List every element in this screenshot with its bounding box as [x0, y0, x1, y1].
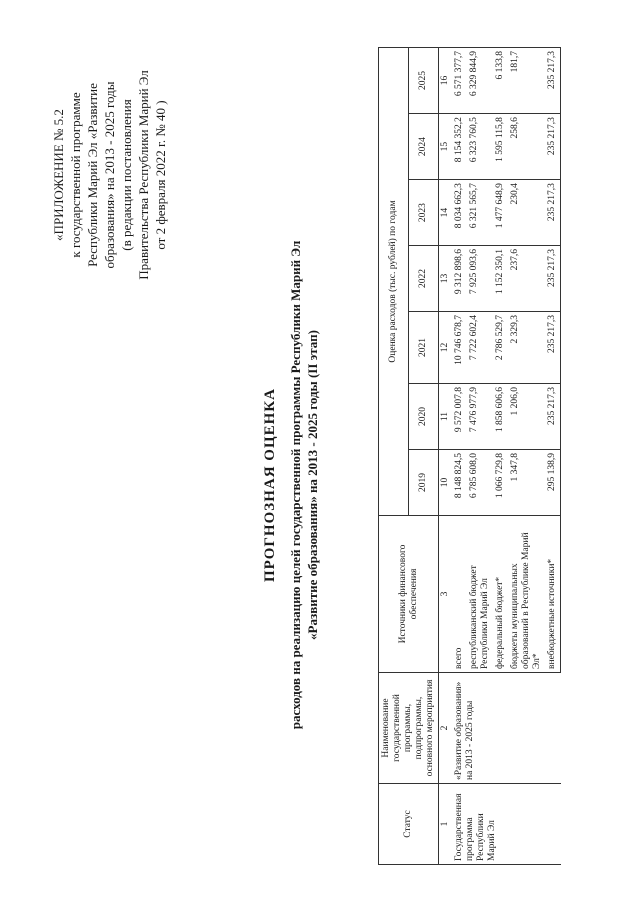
column-number: 2: [439, 673, 453, 784]
column-number-row: [439, 48, 453, 865]
value-cell: 6 321 565,7: [467, 180, 493, 246]
column-number: 16: [439, 48, 453, 114]
value-cell: 8 148 824,5: [452, 450, 467, 516]
column-number: 14: [439, 180, 453, 246]
value-cell: 6 571 377,7: [452, 48, 467, 114]
header-name: Наименование государственной программы, подпрограммы, основного мероприятия: [379, 673, 439, 784]
source-cell: бюджеты муниципальных образований в Республике Марий Эл*: [508, 516, 545, 673]
source-cell: федеральный бюджет*: [493, 516, 508, 673]
appendix-line: Республики Марий Эл «Развитие: [85, 83, 100, 267]
value-cell: 1 152 350,1: [493, 246, 508, 312]
column-number: 1: [439, 784, 453, 865]
header-year: 2022: [409, 246, 439, 312]
value-cell: 235 217,3: [545, 246, 561, 312]
header-year: 2019: [409, 450, 439, 516]
program-name-cell: «Развитие образования» на 2013 - 2025 годы: [452, 673, 561, 784]
value-cell: 181,7: [508, 48, 545, 114]
value-cell: 2 786 529,7: [493, 312, 508, 384]
source-cell: всего: [452, 516, 467, 673]
value-cell: 10 746 678,7: [452, 312, 467, 384]
value-cell: 235 217,3: [545, 312, 561, 384]
value-cell: 235 217,3: [545, 114, 561, 180]
table-row: [452, 48, 467, 865]
header-source: Источники финансового обеспечения: [379, 516, 439, 673]
value-cell: 1 595 115,8: [493, 114, 508, 180]
document-title: [262, 215, 321, 755]
value-cell: 230,4: [508, 180, 545, 246]
value-cell: 237,6: [508, 246, 545, 312]
value-cell: 1 347,8: [508, 450, 545, 516]
value-cell: 9 572 007,8: [452, 384, 467, 450]
value-cell: 1 066 729,8: [493, 450, 508, 516]
value-cell: 235 217,3: [545, 180, 561, 246]
value-cell: 2 329,3: [508, 312, 545, 384]
header-year: 2025: [409, 48, 439, 114]
column-number: 10: [439, 450, 453, 516]
value-cell: 6 323 760,5: [467, 114, 493, 180]
header-year: 2023: [409, 180, 439, 246]
value-cell: 7 722 602,4: [467, 312, 493, 384]
source-cell: республиканский бюджет Республики Марий Эл: [467, 516, 493, 673]
value-cell: 6 785 608,0: [467, 450, 493, 516]
column-number: 15: [439, 114, 453, 180]
value-cell: 8 034 662,3: [452, 180, 467, 246]
header-year: 2020: [409, 384, 439, 450]
title-subtitle: расходов на реализацию целей государственной программы Республики Марий Эл: [288, 240, 303, 730]
source-cell: внебюджетные источники*: [545, 516, 561, 673]
value-cell: 7 476 977,9: [467, 384, 493, 450]
value-cell: 6 133,8: [493, 48, 508, 114]
value-cell: 295 138,9: [545, 450, 561, 516]
column-number: 12: [439, 312, 453, 384]
column-number: 13: [439, 246, 453, 312]
expense-table: [378, 47, 561, 865]
value-cell: 1 858 606,6: [493, 384, 508, 450]
value-cell: 8 154 352,2: [452, 114, 467, 180]
header-year: 2024: [409, 114, 439, 180]
appendix-line: Правительства Республики Марий Эл: [136, 70, 151, 280]
title-main: ПРОГНОЗНАЯ ОЦЕНКА: [262, 388, 278, 583]
title-subtitle: «Развитие образования» на 2013 - 2025 годы (II этап): [305, 330, 320, 640]
header-year: 2021: [409, 312, 439, 384]
appendix-line: (в редакции постановления: [119, 99, 134, 251]
appendix-line: от 2 февраля 2022 г. № 40 ): [153, 100, 168, 250]
appendix-block: [50, 35, 169, 315]
header-status: Статус: [379, 784, 439, 865]
value-cell: 258,6: [508, 114, 545, 180]
status-cell: Государственная программа Республики Марий Эл: [452, 784, 561, 865]
column-number: 3: [439, 516, 453, 673]
value-cell: 235 217,3: [545, 384, 561, 450]
appendix-line: «ПРИЛОЖЕНИЕ № 5.2: [51, 109, 66, 241]
value-cell: 9 312 898,6: [452, 246, 467, 312]
appendix-line: образования» на 2013 - 2025 годы: [102, 81, 117, 269]
header-estimate: Оценка расходов (тыс. рублей) по годам: [379, 48, 409, 516]
appendix-line: к государственной программе: [68, 92, 83, 258]
value-cell: 7 925 093,6: [467, 246, 493, 312]
value-cell: 1 477 648,9: [493, 180, 508, 246]
value-cell: 6 329 844,9: [467, 48, 493, 114]
value-cell: 1 206,0: [508, 384, 545, 450]
column-number: 11: [439, 384, 453, 450]
value-cell: 235 217,3: [545, 48, 561, 114]
